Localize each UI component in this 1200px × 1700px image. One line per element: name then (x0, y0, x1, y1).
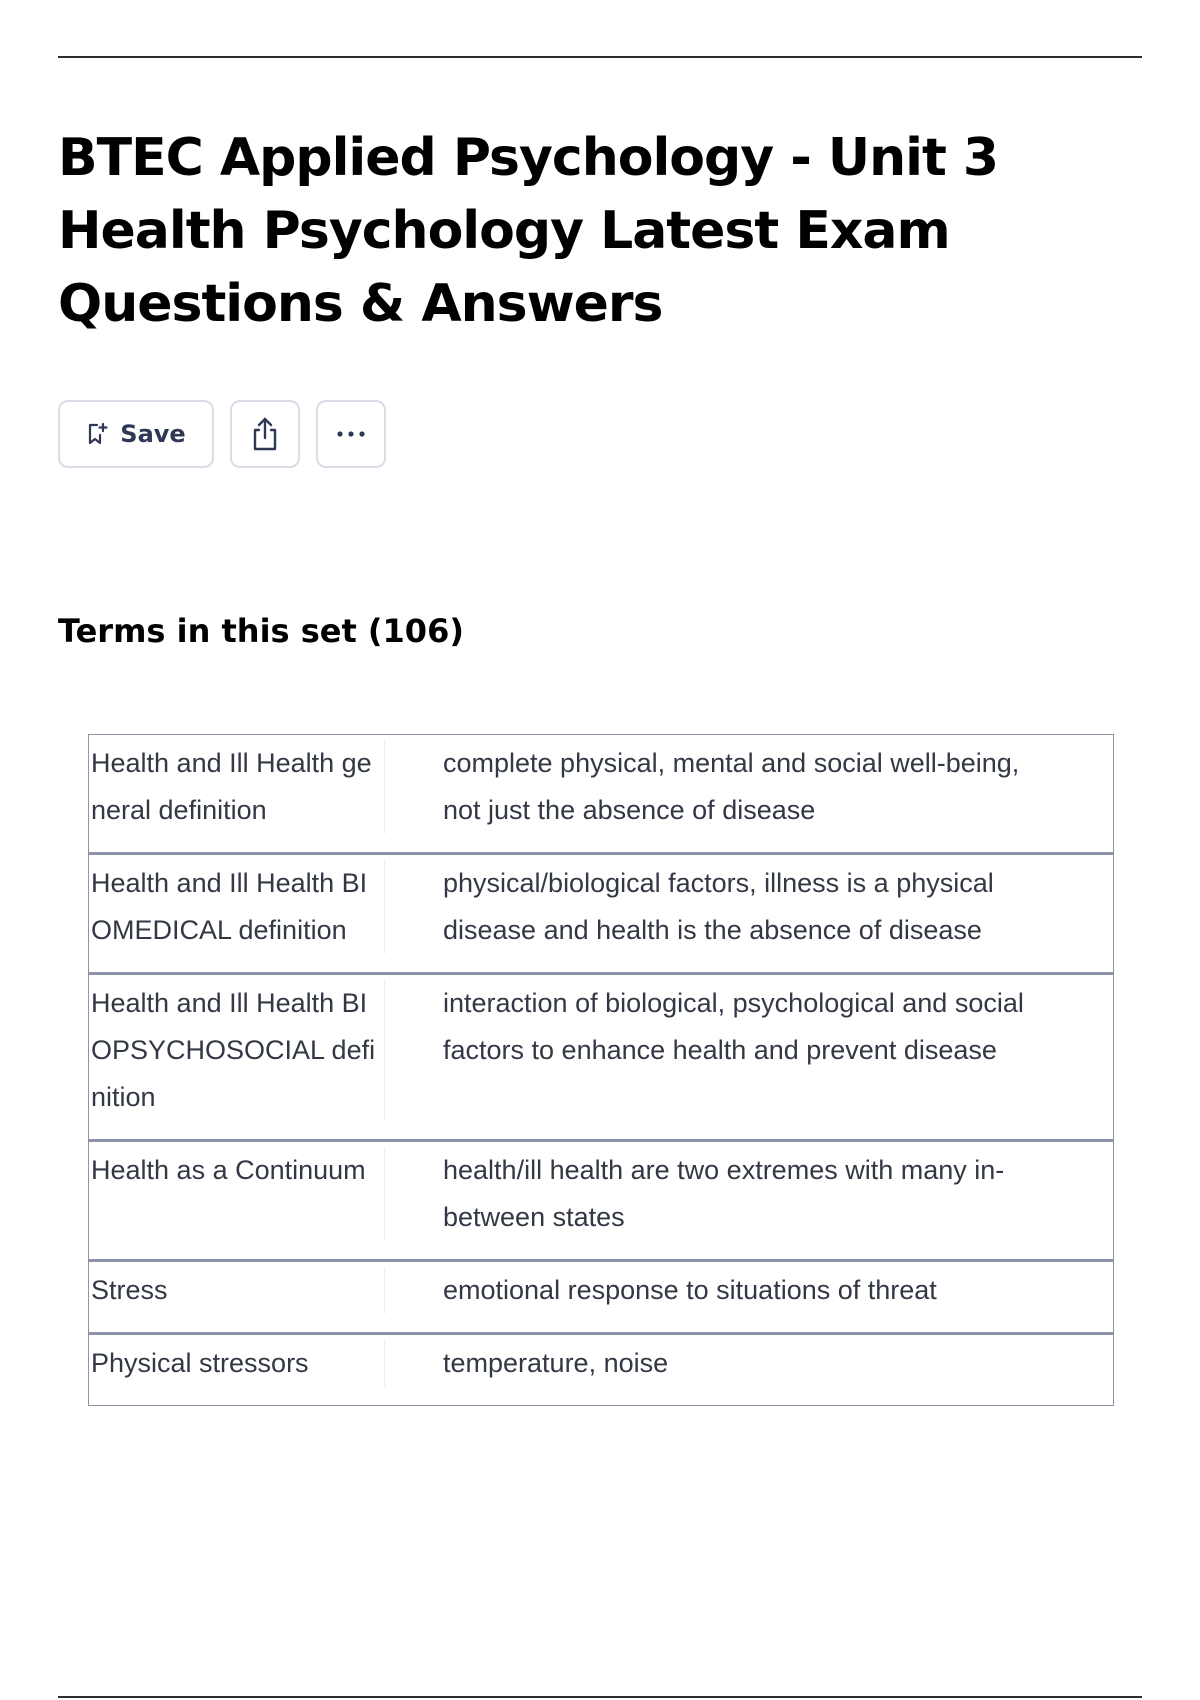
term-row (89, 1139, 1113, 1259)
term-row (89, 735, 1113, 852)
term-text: Stress (89, 1267, 385, 1314)
term-text: Health as a Continuum (89, 1147, 385, 1241)
term-row (89, 972, 1113, 1139)
definition-text: health/ill health are two extremes with many in-between states (443, 1155, 1005, 1232)
terms-table (88, 734, 1114, 1406)
page-title: BTEC Applied Psychology - Unit 3 Health Psychology Latest Exam Questions & Answers (58, 128, 999, 334)
top-divider (58, 56, 1142, 58)
term-text: Physical stressors (89, 1340, 385, 1387)
term-text: Health and Ill Health general definition (89, 740, 385, 834)
term-row (89, 852, 1113, 972)
terms-heading: Terms in this set (106) (58, 612, 464, 650)
save-label: Save (120, 420, 186, 448)
definition-text: complete physical, mental and social well-being, not just the absence of disease (443, 748, 1020, 825)
save-button[interactable] (58, 400, 214, 468)
term-row (89, 1259, 1113, 1332)
definition-text: interaction of biological, psychological and social factors to enhance health and prevent disease (443, 988, 1024, 1065)
bookmark-add-icon (86, 422, 108, 446)
definition-text: physical/biological factors, illness is a physical disease and health is the absence of disease (443, 868, 994, 945)
definition-text: emotional response to situations of threat (443, 1275, 937, 1305)
more-options-icon (334, 429, 368, 439)
term-text: Health and Ill Health BIOMEDICAL definition (89, 860, 385, 954)
share-button[interactable] (230, 400, 300, 468)
share-icon (248, 416, 282, 452)
term-text: Health and Ill Health BIOPSYCHOSOCIAL definition (89, 980, 385, 1121)
bottom-divider (58, 1696, 1142, 1698)
definition-text: temperature, noise (443, 1348, 669, 1378)
action-bar (58, 400, 386, 468)
term-row (89, 1332, 1113, 1405)
more-options-button[interactable] (316, 400, 386, 468)
